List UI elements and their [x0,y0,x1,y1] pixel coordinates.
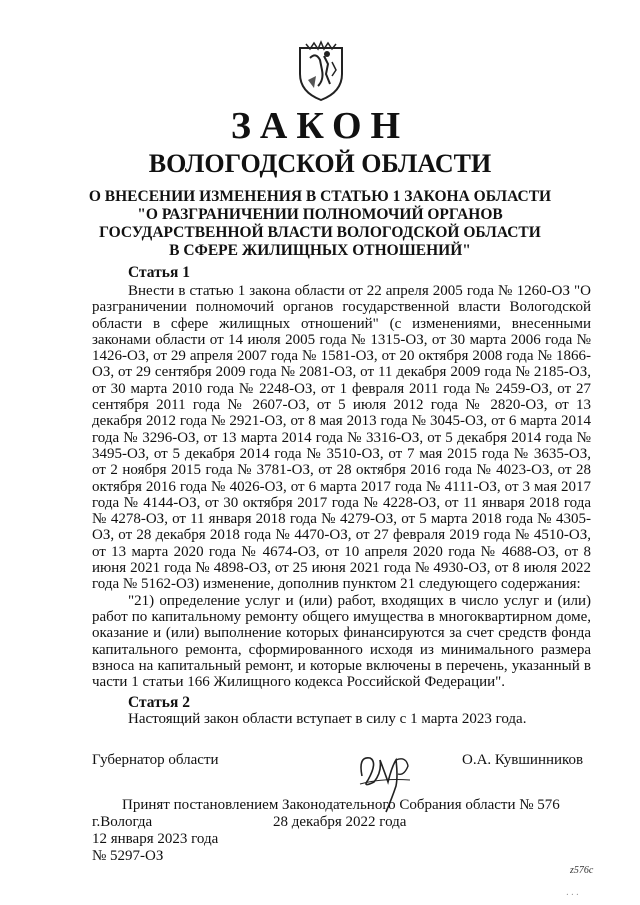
article-1-quoted-paragraph: "21) определение услуг и (или) работ, входящих в число услуг и (или) работ по капитальному ремонту общего имущества в многоквартирном доме, оказание и (или) выполнение которых финансируются за счет средств фонда капитального ремонта, сформированного исходя из минимального размера взноса на капитальный ремонт, и которые включены в перечень, указанный в части 1 статьи 166 Жилищного кодекса Российской Федерации". [92,592,591,691]
corner-mark: · · · [566,890,579,901]
subtitle-line: В СФЕРЕ ЖИЛИЩНЫХ ОТНОШЕНИЙ" [169,242,471,259]
article-2-paragraph: Настоящий закон области вступает в силу с 1 марта 2023 года. [128,711,527,727]
law-subtitle [0,188,640,260]
article-1-body [92,283,591,690]
subtitle-line: ГОСУДАРСТВЕННОЙ ВЛАСТИ ВОЛОГОДСКОЙ ОБЛАСТИ [99,224,541,241]
governor-title: Губернатор области [92,752,219,768]
governor-name: О.А. Кувшинников [462,752,584,768]
subtitle-line: О ВНЕСЕНИИ ИЗМЕНЕНИЯ В СТАТЬЮ 1 ЗАКОНА ОБЛАСТИ [88,188,552,205]
adoption-statement: Принят постановлением Законодательного Собрания области № 576 [122,797,560,813]
subtitle-line: "О РАЗГРАНИЧЕНИИ ПОЛНОМОЧИЙ ОРГАНОВ [137,206,503,223]
scan-code: z576c [570,865,594,876]
article-1-paragraph: Внести в статью 1 закона области от 22 апреля 2005 года № 1260-ОЗ "О разграничении полномочий органов государственной власти Вологодской области в сфере жилищных отношений" (с изменениями, внесенными законами области от 14 июля 2005 года № 1315-ОЗ, от 30 марта 2006 года № 1426-ОЗ, от 29 апреля 2007 года № 1581-ОЗ, от 20 октября 2008 года № 1866-ОЗ, от 29 сентября 2009 года № 2081-ОЗ, от 11 декабря 2009 года № 2185-ОЗ, от 30 марта 2010 года № 2248-ОЗ, от 1 февраля 2011 года № 2459-ОЗ, от 27 сентября 2011 года № 2607-ОЗ, от 5 июля 2012 года № 2820-ОЗ, от 13 декабря 2012 года № 2921-ОЗ, от 8 мая 2013 года № 3045-ОЗ, от 6 марта 2014 года № 3296-ОЗ, от 13 марта 2014 года № 3316-ОЗ, от 5 декабря 2014 года № 3495-ОЗ, от 5 декабря 2014 года № 3510-ОЗ, от 7 мая 2015 года № 3635-ОЗ, от 2 ноября 2015 года № 3781-ОЗ, от 28 октября 2016 года № 4023-ОЗ, от 28 октября 2016 года № 4026-ОЗ, от 6 марта 2017 года № 4111-ОЗ, от 3 мая 2017 года № 4144-ОЗ, от 30 октября 2017 года № 4228-ОЗ, от 11 января 2018 года № 4278-ОЗ, от 11 января 2018 года № 4279-ОЗ, от 5 марта 2018 года № 4305-ОЗ, от 28 декабря 2018 года № 4470-ОЗ, от 27 февраля 2019 года № 4510-ОЗ, от 13 марта 2020 года № 4674-ОЗ, от 10 апреля 2020 года № 4688-ОЗ, от 8 июня 2021 года № 4898-ОЗ, от 25 июня 2021 года № 4930-ОЗ, от 8 июля 2022 года № 5162-ОЗ) изменение, дополнив пунктом 21 следующего содержания: [92,283,591,593]
law-title: ЗАКОН [230,105,410,147]
law-number: № 5297-ОЗ [92,848,164,864]
signing-date: 12 января 2023 года [92,831,219,847]
article-1-heading: Статья 1 [128,264,190,281]
region-title: ВОЛОГОДСКОЙ ОБЛАСТИ [148,149,492,178]
article-2-body [92,711,591,727]
article-2-heading: Статья 2 [128,694,190,711]
adoption-date: 28 декабря 2022 года [273,814,407,830]
coat-of-arms-icon [296,40,346,102]
city: г.Вологда [92,814,153,830]
